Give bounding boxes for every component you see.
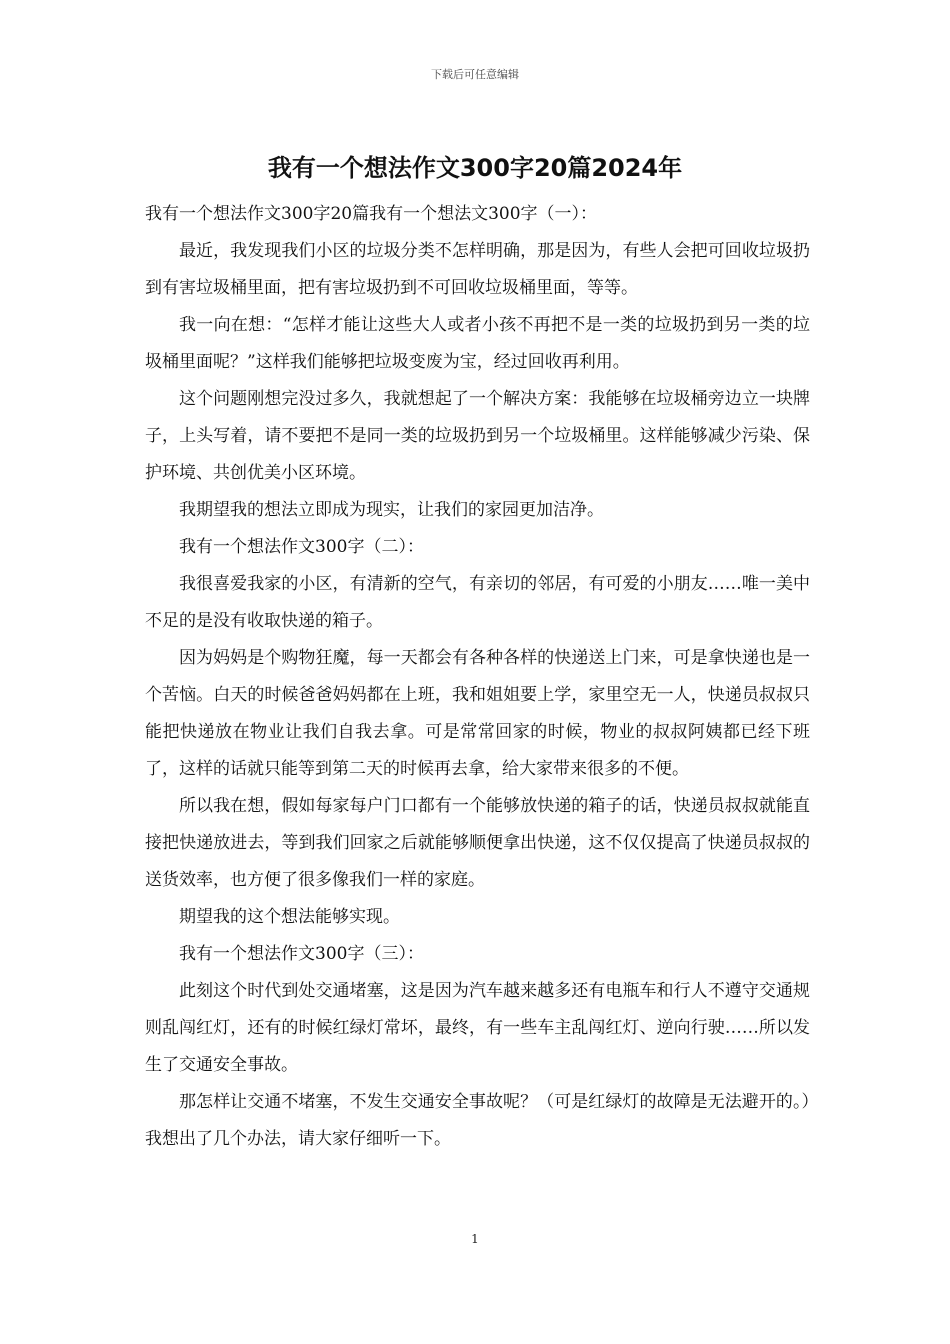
paragraph: 最近，我发现我们小区的垃圾分类不怎样明确，那是因为，有些人会把可回收垃圾扔到有害垃圾桶里面，把有害垃圾扔到不可回收垃圾桶里面，等等。 <box>145 241 810 298</box>
paragraph-intro: 我有一个想法作文300字20篇我有一个想法文300字（一）： <box>145 204 598 224</box>
section-heading: 我有一个想法作文300字（二）： <box>179 537 424 557</box>
page-number: 1 <box>471 1232 479 1246</box>
paragraph: 期望我的这个想法能够实现。 <box>179 907 400 927</box>
paragraph: 那怎样让交通不堵塞，不发生交通安全事故呢？（可是红绿灯的故障是无法避开的。）我想出了几个办法，请大家仔细听一下。 <box>145 1092 810 1149</box>
paragraph: 此刻这个时代到处交通堵塞，这是因为汽车越来越多还有电瓶车和行人不遵守交通规则乱闯红灯，还有的时候红绿灯常坏，最终，有一些车主乱闯红灯、逆向行驶……所以发生了交通安全事故。 <box>145 981 810 1075</box>
page-header: 下载后可任意编辑 <box>431 68 519 81</box>
document-body <box>145 196 810 1158</box>
paragraph: 因为妈妈是个购物狂魔，每一天都会有各种各样的快递送上门来，可是拿快递也是一个苦恼。白天的时候爸爸妈妈都在上班，我和姐姐要上学，家里空无一人，快递员叔叔只能把快递放在物业让我们自我去拿。可是常常回家的时候，物业的叔叔阿姨都已经下班了，这样的话就只能等到第二天的时候再去拿，给大家带来很多的不便。 <box>145 648 810 779</box>
paragraph: 我一向在想：“怎样才能让这些大人或者小孩不再把不是一类的垃圾扔到另一类的垃圾桶里面呢？”这样我们能够把垃圾变废为宝，经过回收再利用。 <box>145 315 810 372</box>
paragraph: 这个问题刚想完没过多久，我就想起了一个解决方案：我能够在垃圾桶旁边立一块牌子，上头写着，请不要把不是同一类的垃圾扔到另一个垃圾桶里。这样能够减少污染、保护环境、共创优美小区环境。 <box>145 389 810 483</box>
paragraph: 所以我在想，假如每家每户门口都有一个能够放快递的箱子的话，快递员叔叔就能直接把快递放进去，等到我们回家之后就能够顺便拿出快递，这不仅仅提高了快递员叔叔的送货效率，也方便了很多像我们一样的家庭。 <box>145 796 810 890</box>
section-heading: 我有一个想法作文300字（三）： <box>179 944 424 964</box>
paragraph: 我期望我的想法立即成为现实，让我们的家园更加洁净。 <box>179 500 604 520</box>
document-title: 我有一个想法作文300字20篇2024年 <box>267 154 683 182</box>
paragraph: 我很喜爱我家的小区，有清新的空气，有亲切的邻居，有可爱的小朋友……唯一美中不足的是没有收取快递的箱子。 <box>145 574 810 631</box>
